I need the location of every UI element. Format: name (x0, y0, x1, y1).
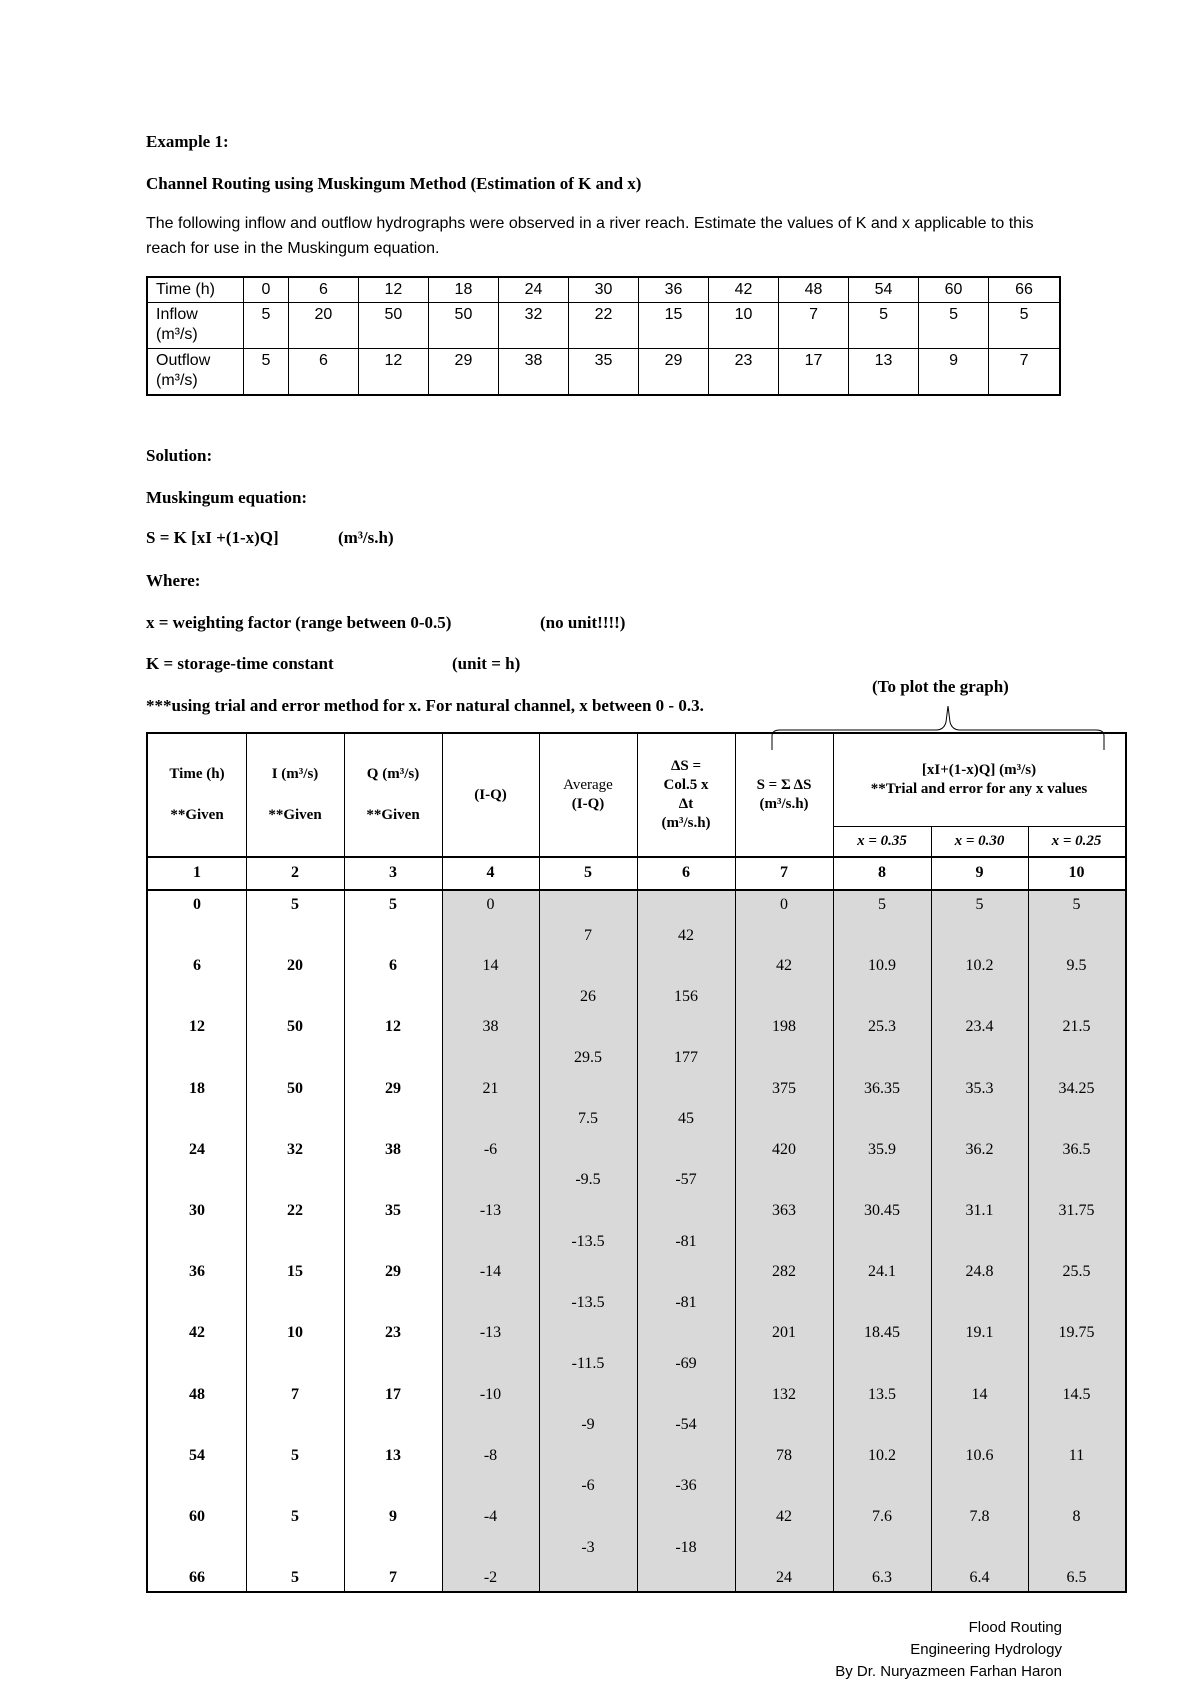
x025-cell: 14.5 (1062, 1385, 1091, 1403)
inflow-cell: 22 (287, 1202, 303, 1219)
trial-header (833, 734, 1125, 826)
time-cell: 60 (189, 1508, 205, 1525)
storage-cell: 201 (772, 1324, 796, 1342)
given-cell: 38 (498, 349, 568, 395)
i-minus-q-cell: -10 (479, 1385, 502, 1403)
time-cell: 30 (189, 1202, 205, 1219)
column-number-divider (148, 889, 1125, 891)
x035-cell: 30.45 (864, 1202, 900, 1219)
column-header-line: **Given (268, 807, 322, 823)
delta-s-cell: 45 (678, 1110, 694, 1128)
outflow-cell: 7 (389, 1569, 397, 1587)
storage-cell: 375 (772, 1079, 796, 1097)
delta-s-cell: -81 (675, 1232, 697, 1250)
time-cell: 24 (189, 1140, 205, 1158)
column-header (539, 734, 637, 856)
given-cell: 50 (428, 303, 498, 349)
average-cell: 26 (580, 987, 596, 1005)
column-header-line: (m³/s.h) (759, 796, 809, 812)
x025-cell: 5 (1072, 896, 1081, 913)
storage-cell: 420 (772, 1140, 796, 1158)
given-cell: 48 (779, 277, 849, 303)
x035-cell: 36.35 (864, 1079, 900, 1097)
given-row-label: Outflow (m³/s) (147, 349, 244, 395)
given-cell: 20 (288, 303, 358, 349)
given-cell: 22 (568, 303, 638, 349)
column-header (148, 734, 246, 856)
i-minus-q-cell: -8 (483, 1446, 498, 1464)
given-cell: 10 (709, 303, 779, 349)
trial-header-line: **Trial and error for any x values (870, 781, 1088, 797)
i-minus-q-cell: 0 (486, 896, 495, 913)
delta-s-cell: -57 (675, 1171, 697, 1189)
given-cell: 66 (989, 277, 1060, 303)
column-number: 5 (584, 864, 592, 881)
equation-label: Muskingum equation: (146, 488, 308, 507)
column-header (344, 734, 442, 856)
outflow-cell: 5 (389, 896, 397, 913)
given-cell: 30 (568, 277, 638, 303)
i-minus-q-cell: 38 (482, 1018, 499, 1036)
x035-cell: 24.1 (868, 1263, 896, 1281)
given-cell: 13 (849, 349, 919, 395)
given-cell: 12 (358, 349, 428, 395)
given-cell: 50 (358, 303, 428, 349)
outflow-cell: 23 (385, 1324, 401, 1342)
inflow-cell: 15 (287, 1263, 303, 1281)
i-minus-q-cell: 21 (482, 1079, 499, 1097)
x030-cell: 31.1 (965, 1202, 994, 1219)
x030-cell: 6.4 (969, 1569, 990, 1587)
time-cell: 66 (189, 1569, 205, 1587)
given-cell: 29 (638, 349, 708, 395)
plot-note: (To plot the graph) (872, 677, 1009, 696)
given-cell: 32 (498, 303, 568, 349)
column-header-line: Q (m³/s) (366, 766, 420, 782)
x030-cell: 10.2 (965, 957, 994, 975)
outflow-cell: 38 (385, 1140, 401, 1158)
x025-cell: 34.25 (1058, 1079, 1095, 1097)
x035-cell: 10.2 (868, 1446, 896, 1464)
inflow-cell: 5 (291, 1569, 299, 1587)
average-cell: -13.5 (571, 1293, 605, 1311)
given-cell: 6 (288, 277, 358, 303)
i-minus-q-cell: -13 (479, 1324, 502, 1342)
outflow-cell: 6 (389, 957, 397, 975)
inflow-cell: 10 (287, 1324, 303, 1342)
time-cell: 42 (189, 1324, 205, 1342)
where-label: Where: (146, 571, 201, 590)
x035-cell: 25.3 (868, 1018, 896, 1036)
column-number: 2 (291, 864, 299, 881)
time-cell: 54 (189, 1446, 205, 1464)
x025-cell: 11 (1068, 1446, 1085, 1464)
column-header-line: **Given (366, 807, 420, 823)
given-cell: 9 (919, 349, 989, 395)
outflow-cell: 12 (385, 1018, 401, 1036)
given-cell: 5 (244, 303, 289, 349)
k-unit: (unit = h) (452, 654, 521, 673)
i-minus-q-cell: -4 (483, 1508, 498, 1525)
x030-cell: 10.6 (965, 1446, 994, 1464)
given-row-label: Inflow (m³/s) (147, 303, 244, 349)
given-cell: 42 (709, 277, 779, 303)
delta-s-cell: 42 (678, 926, 694, 944)
outflow-cell: 13 (385, 1446, 401, 1464)
i-minus-q-cell: -2 (483, 1569, 498, 1587)
delta-s-cell: 156 (674, 987, 698, 1005)
given-cell: 17 (779, 349, 849, 395)
solution-label: Solution: (146, 446, 213, 465)
x025-cell: 19.75 (1058, 1324, 1095, 1342)
average-cell: -9 (581, 1416, 595, 1434)
x-definition: x = weighting factor (range between 0-0.5) (146, 613, 452, 632)
column-header-line: (I-Q) (474, 786, 507, 803)
given-data-table (146, 276, 1061, 396)
given-row (147, 277, 1060, 303)
x030-cell: 35.3 (965, 1079, 994, 1097)
column-header (735, 734, 833, 856)
x025-cell: 25.5 (1062, 1263, 1091, 1281)
given-cell: 0 (244, 277, 289, 303)
delta-s-cell: 177 (674, 1049, 698, 1066)
x025-cell: 36.5 (1062, 1140, 1091, 1158)
column-header-line: Time (h) (169, 766, 225, 782)
column-number: 9 (975, 864, 984, 881)
given-cell: 24 (498, 277, 568, 303)
column-divider (539, 734, 540, 1591)
column-header-line: Col.5 x (663, 777, 709, 793)
column-header (246, 734, 344, 856)
given-cell: 7 (989, 349, 1060, 395)
inflow-cell: 7 (291, 1385, 299, 1403)
average-cell: -6 (581, 1477, 595, 1495)
time-cell: 6 (193, 957, 201, 975)
storage-cell: 0 (780, 896, 788, 913)
muskingum-equation: S = K [xI +(1-x)Q] (146, 528, 279, 547)
x-value-header: x = 0.25 (1051, 832, 1102, 849)
x035-cell: 10.9 (868, 957, 896, 975)
x035-cell: 7.6 (872, 1508, 892, 1525)
average-cell: 7.5 (578, 1110, 598, 1128)
storage-cell: 282 (772, 1263, 796, 1281)
inflow-cell: 20 (287, 957, 303, 975)
inflow-cell: 50 (287, 1018, 303, 1036)
outflow-cell: 35 (385, 1202, 401, 1219)
column-number: 8 (878, 864, 886, 881)
inflow-cell: 32 (287, 1140, 303, 1158)
time-cell: 36 (189, 1263, 205, 1281)
storage-cell: 24 (776, 1569, 792, 1587)
average-cell: 7 (584, 926, 592, 944)
x-unit: (no unit!!!!) (540, 613, 626, 632)
given-cell: 36 (638, 277, 708, 303)
column-header-line: Δt (678, 796, 694, 812)
footer-author: By Dr. Nuryazmeen Farhan Haron (835, 1663, 1062, 1680)
x030-cell: 14 (971, 1385, 988, 1403)
footer-subject: Engineering Hydrology (910, 1641, 1062, 1658)
average-cell: -9.5 (575, 1171, 601, 1189)
given-row (147, 303, 1060, 349)
given-cell: 29 (428, 349, 498, 395)
x025-cell: 31.75 (1058, 1202, 1095, 1219)
column-divider (637, 734, 638, 1591)
time-cell: 0 (193, 896, 201, 913)
column-number: 3 (389, 864, 397, 881)
inflow-cell: 5 (291, 896, 299, 913)
given-cell: 54 (849, 277, 919, 303)
average-cell: -13.5 (571, 1232, 605, 1250)
inflow-cell: 5 (291, 1508, 299, 1525)
average-cell: -3 (581, 1538, 595, 1556)
x030-cell: 19.1 (965, 1324, 994, 1342)
delta-s-cell: -36 (675, 1477, 697, 1495)
storage-cell: 42 (776, 957, 792, 975)
given-cell: 7 (779, 303, 849, 349)
x035-cell: 5 (878, 896, 886, 913)
given-cell: 18 (428, 277, 498, 303)
column-number: 7 (780, 864, 788, 881)
column-header (637, 734, 735, 856)
x035-cell: 35.9 (868, 1140, 896, 1158)
given-cell: 12 (358, 277, 428, 303)
given-row-label: Time (h) (147, 277, 244, 303)
trial-error-note: ***using trial and error method for x. For natural channel, x between 0 - 0.3. (146, 696, 704, 715)
x-value-header: x = 0.35 (857, 832, 907, 849)
column-number: 4 (486, 864, 495, 881)
storage-cell: 78 (776, 1446, 792, 1464)
column-header (442, 734, 539, 856)
given-cell: 5 (919, 303, 989, 349)
inflow-cell: 5 (291, 1446, 299, 1464)
delta-s-cell: -18 (675, 1538, 697, 1556)
given-cell: 5 (849, 303, 919, 349)
i-minus-q-cell: -14 (479, 1263, 502, 1281)
storage-cell: 42 (776, 1508, 792, 1525)
x025-cell: 8 (1072, 1508, 1081, 1525)
example-label: Example 1: (146, 132, 229, 151)
average-cell: -11.5 (571, 1355, 605, 1372)
column-number: 10 (1068, 864, 1085, 881)
column-header-line: (m³/s.h) (661, 815, 711, 831)
equation-unit: (m³/s.h) (338, 528, 394, 547)
column-header-line: I (m³/s) (271, 766, 319, 782)
footer-course: Flood Routing (968, 1619, 1062, 1636)
column-header-line: (I-Q) (571, 796, 605, 812)
x030-cell: 7.8 (969, 1508, 990, 1525)
column-header-line: S = Σ ΔS (756, 777, 812, 793)
x035-cell: 18.45 (864, 1324, 900, 1342)
column-header-line: Average (563, 777, 613, 793)
x035-cell: 13.5 (868, 1385, 896, 1403)
outflow-cell: 29 (385, 1079, 401, 1097)
x030-cell: 36.2 (965, 1140, 994, 1158)
x035-cell: 6.3 (872, 1569, 892, 1587)
given-cell: 60 (919, 277, 989, 303)
i-minus-q-cell: 14 (482, 957, 499, 975)
given-cell: 15 (638, 303, 708, 349)
storage-cell: 363 (772, 1202, 796, 1219)
given-row (147, 349, 1060, 395)
given-cell: 6 (288, 349, 358, 395)
given-cell: 35 (568, 349, 638, 395)
delta-s-cell: -54 (675, 1416, 697, 1434)
outflow-cell: 9 (389, 1508, 397, 1525)
delta-s-cell: -69 (675, 1355, 697, 1372)
page-title: Channel Routing using Muskingum Method (Estimation of K and x) (146, 174, 642, 193)
inflow-cell: 50 (287, 1079, 303, 1097)
outflow-cell: 17 (385, 1385, 401, 1403)
x030-cell: 24.8 (965, 1263, 994, 1281)
x025-cell: 21.5 (1062, 1018, 1091, 1036)
i-minus-q-cell: -13 (479, 1202, 502, 1219)
time-cell: 18 (189, 1079, 205, 1097)
given-cell: 5 (244, 349, 289, 395)
intro-paragraph: The following inflow and outflow hydrographs were observed in a river reach. Estimate the values of K and x applicable to this reach for use in the Muskingum equation. (146, 215, 1034, 257)
k-definition: K = storage-time constant (146, 654, 334, 673)
i-minus-q-cell: -6 (483, 1140, 498, 1158)
time-cell: 12 (189, 1018, 205, 1036)
calculation-table (146, 732, 1127, 1593)
column-number: 6 (682, 864, 690, 881)
delta-s-cell: -81 (675, 1293, 697, 1311)
given-cell: 5 (989, 303, 1060, 349)
given-cell: 23 (709, 349, 779, 395)
x-value-header: x = 0.30 (954, 832, 1005, 849)
average-cell: 29.5 (574, 1049, 602, 1066)
column-header-line: **Given (170, 807, 224, 823)
x030-cell: 23.4 (965, 1018, 994, 1036)
outflow-cell: 29 (385, 1263, 401, 1281)
x030-cell: 5 (975, 896, 984, 913)
column-header-line: ΔS = (670, 758, 702, 774)
x025-cell: 6.5 (1066, 1569, 1087, 1587)
header-divider (148, 856, 1125, 858)
time-cell: 48 (189, 1385, 205, 1403)
storage-cell: 132 (772, 1385, 796, 1403)
storage-cell: 198 (772, 1018, 796, 1036)
column-number: 1 (193, 864, 201, 881)
x025-cell: 9.5 (1066, 957, 1087, 975)
trial-header-line: [xI+(1-x)Q] (m³/s) (921, 762, 1037, 778)
